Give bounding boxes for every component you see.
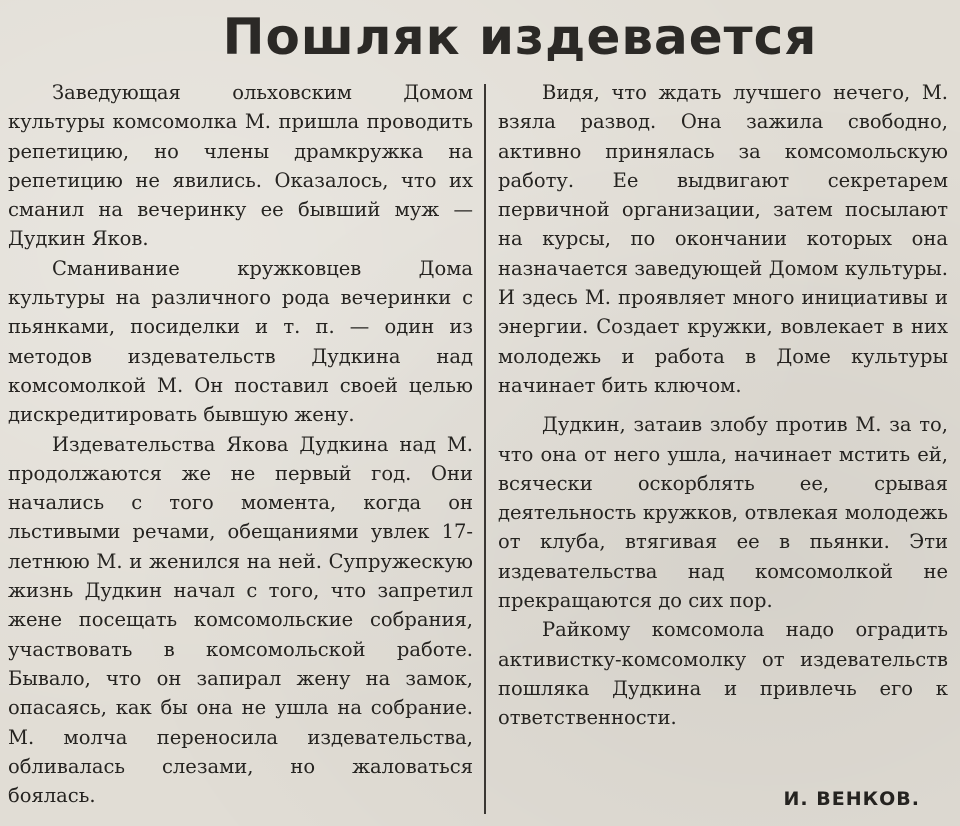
paragraph: Райкому комсомола надо оградить активистку-комсомолку от издевательств пошляка Дудкина и привлечь его к ответственности.	[498, 618, 948, 730]
paragraph: Видя, что ждать лучшего нечего, М. взяла развод. Она зажила свободно, активно принялась за комсомольскую работу. Ее выдвигают секретарем первичной организации, затем посылают на курсы, по окончании которых она назначается заведующей Домом культуры. И здесь М. проявляет много инициативы и энергии. Создает кружки, вовлекает в них молодежь и работа в Доме культуры начинает бить ключом.	[498, 81, 948, 397]
article-headline: Пошляк издевается	[222, 8, 818, 66]
left-column	[8, 78, 473, 810]
paragraph: Заведующая ольховским Домом культуры комсомолка М. пришла проводить репетицию, но члены драмкружка на репетицию не явились. Оказалось, что их сманил на вечеринку ее бывший муж — Дудкин Яков.	[8, 81, 473, 251]
column-divider	[484, 84, 486, 814]
paragraph: Издевательства Якова Дудкина над М. продолжаются же не первый год. Они начались с того момента, когда он льстивыми речами, обещаниями увлек 17-летнюю М. и женился на ней. Супружескую жизнь Дудкин начал с того, что запретил жене посещать комсомольские собрания, участвовать в комсомольской работе. Бывало, что он запирал жену на замок, опасаясь, как бы она не ушла на собрание. М. молча переносила издевательства, обливалась слезами, но жаловаться боялась.	[8, 432, 473, 808]
author-signature: И. ВЕНКОВ.	[783, 788, 920, 810]
right-column	[498, 78, 948, 733]
paragraph: Сманивание кружковцев Дома культуры на различного рода вечеринки с пьянками, посиделки и т. п. — один из методов издевательств Дудкина над комсомолкой М. Он поставил своей целью дискредитировать бывшую жену.	[8, 256, 473, 427]
paragraph: Дудкин, затаив злобу против М. за то, что она от него ушла, начинает мстить ей, всячески оскорблять ее, срывая деятельность кружков, отвлекая молодежь от клуба, втягивая ее в пьянки. Эти издевательства над комсомолкой не прекращаются до сих пор.	[498, 413, 948, 613]
